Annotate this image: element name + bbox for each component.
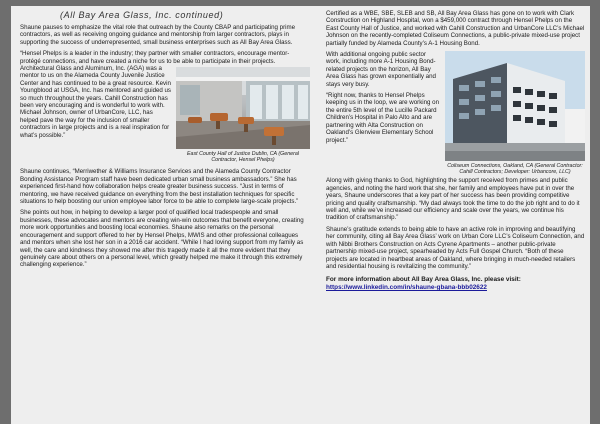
paragraph: Shaune pauses to emphasize the vital role that outreach by the County CBAP and participating prime contractors, as well as receiving ongoing guidance and mentorship from larger contractors, plays in supporting the success of underrepresented, small business enterprises such as All Bay Area Glass. <box>20 24 296 46</box>
figure-hall-of-justice <box>176 67 310 163</box>
coliseum-connections-illustration <box>445 51 585 161</box>
paragraph: Along with giving thanks to God, highlighting the support received from primes and public agencies, and noting the hard work that she, her family and employees have put in over the years, Shaune underscores that a key part of her success has been providing competitive pricing and quality craftsmanship. “My dad always took the time to do the job right and to do it well and, while we’ve increased our efficiency and scale over the years, we continue his tradition of craftsmanship.” <box>326 177 580 222</box>
figure-caption: Coliseum Connections, Oakland, CA (General Contractor: Cahill Contractors; Developer: Urbancore, LLC) <box>447 163 583 176</box>
contact-text: For more information about All Bay Area Glass, Inc. please visit: <box>326 276 521 284</box>
paragraph: “Right now, thanks to Hensel Phelps keeping us in the loop, we are working on the entire 5th level of the Lucille Packard Children’s Hospital in Palo Alto and are partnering with Alta Construction on Oakland’s Glenview Elementary School project.” <box>326 92 439 144</box>
right-column <box>326 6 585 292</box>
paragraph: “Hensel Phelps is a leader in the industry; they partner with smaller contractors, encourage mentor-protégé connections, and have created a niche for us to be able to participate in their projects. <box>20 50 290 65</box>
paragraph: Shaune’s gratitude extends to being able to have an active role in improving and beautifying her community, citing all Bay Area Glass’ work on Urban Core LLC’s Coliseum Connection, and with Nibbi Brothers Construction on Acts Cyrene Apartments – another public-private partnership mixed-use project, spearheaded by Acts Full Gospel Church. “Both of these projects are located in heartbeat areas of Oakland, where bringing in much-needed retailers and residential housing is revitalizing the community.” <box>326 225 585 270</box>
paragraph: Architectural Glass and Aluminum, Inc. (AGA) was a mentor to us on the Alameda County Juvenile Justice Center and has continued to be a great resource. Kevin Youngblood at USGA, Inc. has mentored and guided us so much throughout the years. Cahill Construction has been very encouraging and is wonderful to work with. Michael Johnson, owner of UrbanCore, LLC, has helped pave the way for the inclusion of smaller contractors in large projects and is a real inspiration for what’s possible.” <box>20 65 172 139</box>
left-column <box>20 6 310 273</box>
hall-of-justice-photo <box>176 67 310 149</box>
paragraph: Shaune continues, “Merriwether & Williams Insurance Services and the Alameda County Contractor Bonding Assistance Program staff have been dedicated urban small business ambassadors.” She has experienced first-hand how collaboration helps create greater business success. “Just in terms of mentoring, we have received guidance on everything from the best installation techniques for specific situations to help boosting our union employee labor force to be able to complete large-scale projects.” <box>20 168 299 206</box>
paragraph: Certified as a WBE, SBE, SLEB and SB, All Bay Area Glass has gone on to work with Clark Construction on Highland Hospital, won a $459,000 contract through Hensel Phelps on the East County Hall of Justice, and worked with Cahill Construction and UrbanCore LLC’s Michael Johnson on the recently-completed Coliseum Connections, a public-private mixed-use project partially funded by Alameda County’s A-1 Housing Bond. <box>326 10 585 47</box>
figure-caption: East County Hall of Justice Dublin, CA (General Contractor, Hensel Phelps) <box>187 151 299 164</box>
coliseum-connections-photo <box>445 51 585 161</box>
linkedin-link[interactable]: https://www.linkedin.com/in/shaune-gbana-bbb02622 <box>326 284 487 292</box>
paragraph: She points out how, in helping to develop a larger pool of qualified local tradespeople and small businesses, these advocates and mentors are creating win-win outcomes that benefit everyone, creating more work opportunities and boosting local economies. Shaune also remarks on the personal encouragement and support offered to her by Hensel Phelps, MWIS and other professional colleagues and mentors when she lost her son in a 2016 car accident. “While I had loving support from my family as well, the care and kindness they showed me after this tragedy made it all the more evident that they genuinely care about others on a personal level, which greatly helped me make it through this extremely challenging experience.” <box>20 209 304 269</box>
figure-coliseum-connections <box>445 51 585 175</box>
hall-of-justice-illustration <box>176 67 310 149</box>
page-title: (All Bay Area Glass, Inc. continued) <box>60 10 224 20</box>
document-page <box>11 6 590 424</box>
contact-info <box>326 276 585 292</box>
paragraph: With additional ongoing public sector work, including more A-1 Housing Bond-related projects on the horizon, All Bay Area Glass has grown exponentially and stays very busy. <box>326 51 436 88</box>
